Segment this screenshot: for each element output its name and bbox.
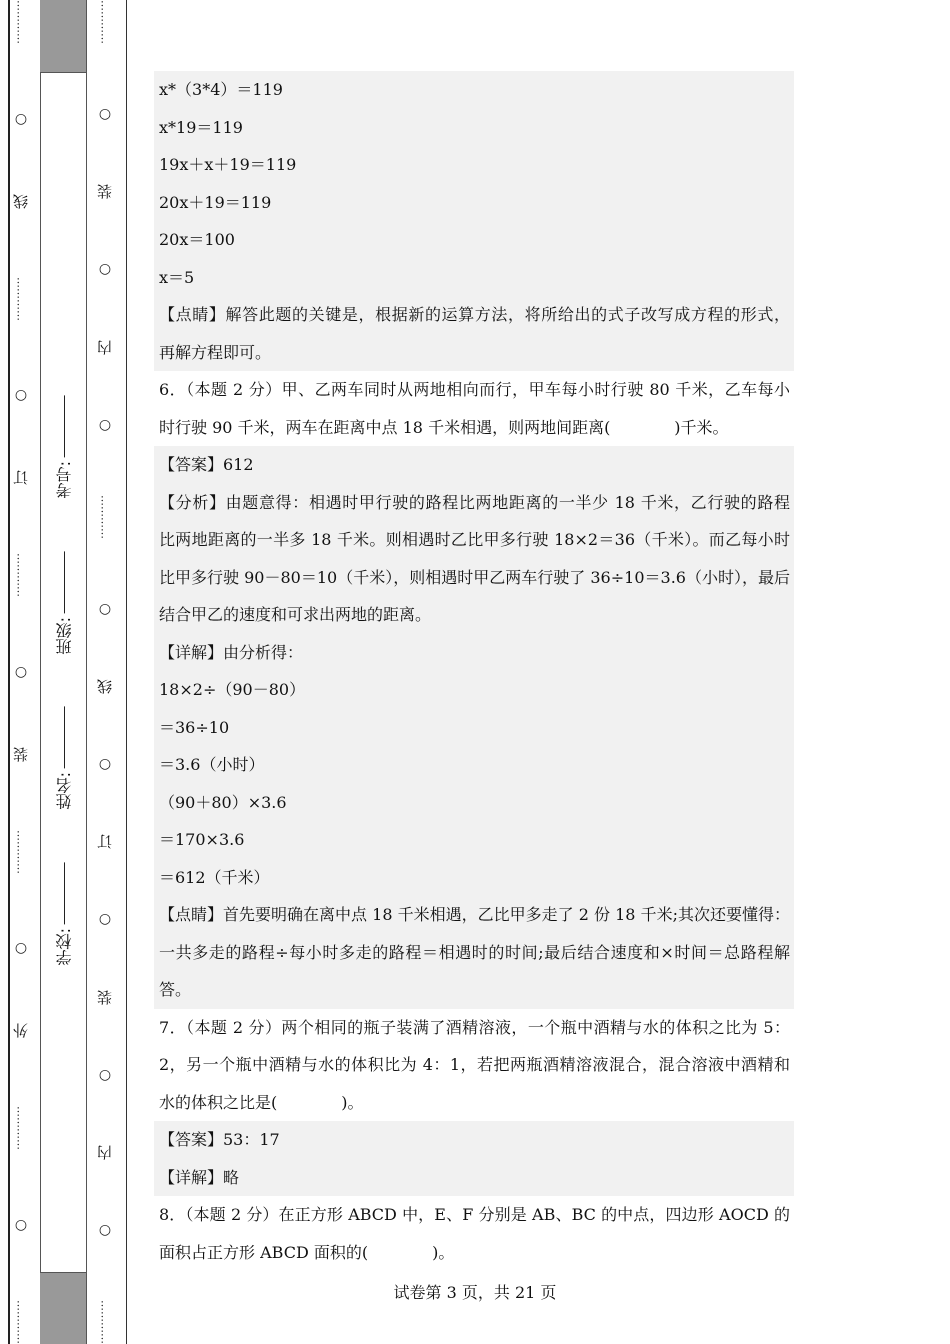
- binding-rule: [40, 72, 86, 73]
- binding-circle: ○: [14, 663, 28, 680]
- school-blank: [63, 862, 65, 924]
- school-field: [53, 862, 76, 965]
- question-line: 面积占正方形 ABCD 面积的( )。: [159, 1242, 455, 1262]
- solution-line: x*19＝119: [159, 117, 243, 137]
- inner-binding-line: ………… ○ 装 ○ 内 ○ ………… ○ 线 ○ 订 ○ 装 ○ 内 ○ …………: [95, 0, 114, 1344]
- binding-word: 线: [95, 679, 114, 694]
- binding-word: 外: [11, 1023, 30, 1039]
- detail-line: ＝612（千米）: [159, 867, 270, 887]
- binding-circle: ○: [98, 416, 112, 433]
- solution-line: 20x＝100: [159, 230, 235, 249]
- class-label: 班级:: [54, 616, 74, 654]
- exam-number-label: 考号:: [54, 461, 74, 499]
- outer-binding-line: ………… ○ 线 ………… ○ 订 ………… ○ 装 ………… ○ 外 ………… ○ …………: [11, 0, 30, 1344]
- question-8: [154, 1196, 794, 1271]
- binding-rule: [86, 0, 87, 1344]
- question-7: [154, 1009, 794, 1122]
- binding-circle: ○: [98, 106, 112, 123]
- binding-border: [8, 0, 10, 1344]
- page-content: [154, 71, 794, 1271]
- detail-line: ＝3.6（小时）: [159, 755, 265, 774]
- class-field: [53, 551, 76, 654]
- detail-line: 18×2÷（90－80）: [159, 680, 306, 699]
- binding-circle: ○: [98, 261, 112, 278]
- analysis-line: 比两地距离的一半多 18 千米。则相遇时乙比甲多行驶 18×2＝36（千米）。而乙每小时: [159, 530, 790, 549]
- question-line: 7．（本题 2 分）两个相同的瓶子装满了酒精溶液，一个瓶中酒精与水的体积之比为 5：: [159, 1017, 790, 1037]
- binding-rule: [40, 0, 41, 1344]
- solution-block-q7: [154, 1121, 794, 1196]
- name-label: 姓名:: [54, 772, 74, 810]
- name-blank: [63, 706, 65, 768]
- binding-word: 线: [11, 193, 30, 209]
- solution-line: 再解方程即可。: [159, 342, 272, 362]
- exam-number-blank: [63, 395, 65, 457]
- comment-line: 【点睛】首先要明确在离中点 18 千米相遇，乙比甲多走了 2 份 18 千米;其次还要懂得：: [159, 905, 790, 924]
- question-line: 水的体积之比是( )。: [159, 1092, 364, 1112]
- answer-line: 【答案】53：17: [159, 1130, 280, 1149]
- detail-line: 【详解】由分析得：: [159, 642, 304, 662]
- analysis-line: 比甲多行驶 90－80＝10（千米），则相遇时甲乙两车行驶了 36÷10＝3.6（小时），最后: [159, 567, 790, 587]
- binding-word: 装: [11, 746, 30, 762]
- question-line: 2，另一个瓶中酒精与水的体积比为 4：1，若把两瓶酒精溶液混合，混合溶液中酒精和: [159, 1055, 790, 1074]
- binding-circle: ○: [14, 1216, 28, 1233]
- solution-block-q5: [154, 71, 794, 371]
- analysis-line: 结合甲乙的速度和可求出两地的距离。: [159, 605, 432, 624]
- binding-word: 内: [95, 339, 114, 355]
- binding-circle: ○: [98, 1066, 112, 1083]
- binding-circle: ○: [98, 756, 112, 773]
- detail-line: ＝170×3.6: [159, 830, 245, 849]
- detail-line: ＝36÷10: [159, 717, 230, 737]
- class-blank: [63, 551, 65, 613]
- binding-word: 订: [11, 470, 30, 486]
- binding-word: 装: [95, 184, 114, 200]
- binding-circle: ○: [98, 1221, 112, 1238]
- question-line: 时行驶 90 千米，两车在距离中点 18 千米相遇，则两地间距离( )千米。: [159, 417, 729, 437]
- binding-gray-block-top: [40, 0, 86, 72]
- student-info-column: [44, 395, 84, 965]
- binding-word: 装: [95, 989, 114, 1005]
- solution-block-q6: [154, 446, 794, 1009]
- question-line: 8．（本题 2 分）在正方形 ABCD 中，E、F 分别是 AB、BC 的中点，四边形 AOCD 的: [159, 1205, 790, 1224]
- analysis-line: 【分析】由题意得：相遇时甲行驶的路程比两地距离的一半少 18 千米，乙行驶的路程: [159, 492, 790, 512]
- binding-rule: [40, 1272, 86, 1273]
- binding-word: 订: [95, 834, 114, 850]
- page-footer: 试卷第 3 页，共 21 页: [393, 1283, 557, 1302]
- detail-line: （90＋80）×3.6: [159, 792, 287, 812]
- solution-line: x＝5: [159, 267, 195, 287]
- detail-line: 【详解】略: [159, 1167, 240, 1187]
- binding-circle: ○: [14, 940, 28, 957]
- solution-line: 20x＋19＝119: [159, 192, 272, 212]
- solution-line: x*（3*4）＝119: [159, 80, 283, 99]
- binding-circle: ○: [14, 110, 28, 127]
- name-field: [53, 706, 76, 809]
- answer-line: 【答案】612: [159, 455, 254, 474]
- comment-line: 答。: [159, 980, 192, 999]
- binding-circle: ○: [14, 387, 28, 404]
- binding-circle: ○: [98, 600, 112, 617]
- solution-line: 【点睛】解答此题的关键是，根据新的运算方法，将所给出的式子改写成方程的形式，: [159, 305, 790, 324]
- solution-line: 19x＋x＋19＝119: [159, 155, 297, 174]
- question-6: [154, 371, 794, 446]
- exam-number-field: [53, 395, 76, 498]
- binding-circle: ○: [98, 911, 112, 928]
- binding-word: 内: [95, 1144, 114, 1160]
- content-margin-rule: [126, 0, 127, 1344]
- school-label: 学校:: [54, 927, 74, 965]
- comment-line: 一共多走的路程÷每小时多走的路程＝相遇时的时间;最后结合速度和×时间＝总路程解: [159, 942, 790, 962]
- question-line: 6．（本题 2 分）甲、乙两车同时从两地相向而行，甲车每小时行驶 80 千米，乙车每小: [159, 380, 790, 399]
